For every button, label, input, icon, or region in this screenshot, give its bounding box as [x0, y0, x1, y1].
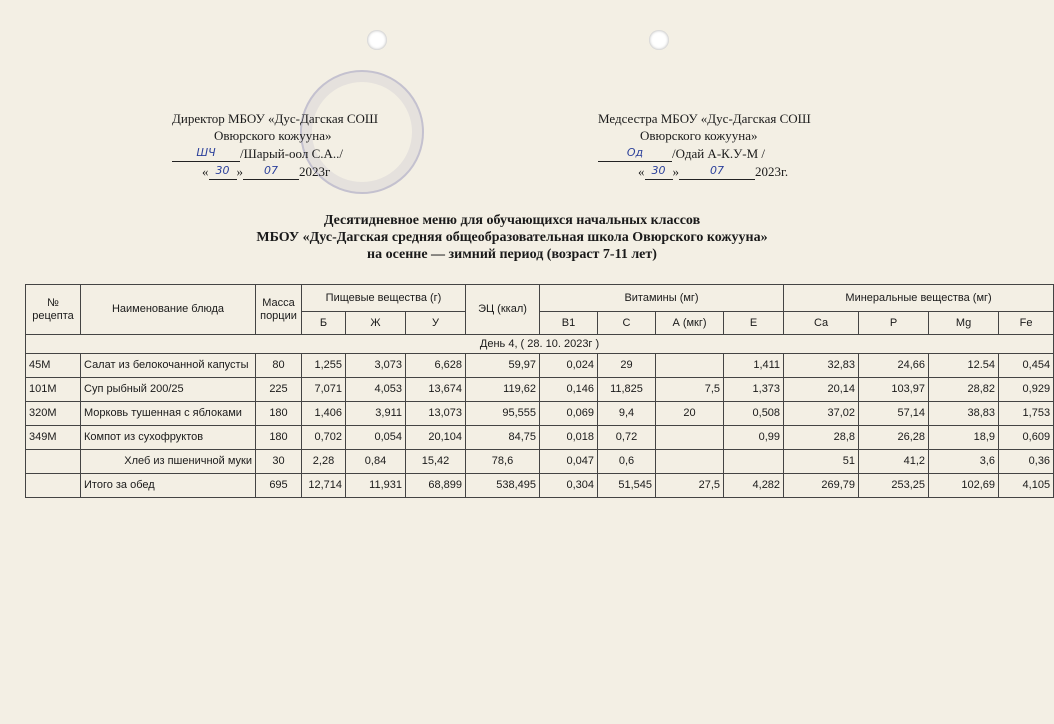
nurse-date-month: 07 [679, 162, 755, 180]
cell-recipe: 45М [26, 354, 81, 378]
cell-ec: 84,75 [466, 426, 540, 450]
nurse-date-year: 2023г. [755, 164, 789, 179]
cell-u: 15,42 [406, 450, 466, 474]
director-org: Овюрского кожууна» [214, 128, 332, 143]
cell-recipe: 101М [26, 378, 81, 402]
cell-e: 1,373 [724, 378, 784, 402]
header-fat: Ж [346, 312, 406, 335]
cell-mass: 180 [256, 426, 302, 450]
cell-a [656, 426, 724, 450]
table-row [26, 450, 1054, 474]
cell-u: 13,073 [406, 402, 466, 426]
cell-zh: 0,054 [346, 426, 406, 450]
cell-fe: 0,36 [999, 450, 1054, 474]
nurse-signature: Од [598, 144, 672, 162]
cell-zh: 0,84 [346, 450, 406, 474]
cell-mg: 3,6 [929, 450, 999, 474]
header-p: Р [859, 312, 929, 335]
cell-u: 68,899 [406, 474, 466, 498]
cell-ca: 20,14 [784, 378, 859, 402]
cell-b1: 0,069 [540, 402, 598, 426]
table-row [26, 426, 1054, 450]
header-carbs: У [406, 312, 466, 335]
nurse-name: Одай А-К.У-М / [675, 146, 766, 161]
cell-u: 6,628 [406, 354, 466, 378]
menu-table [25, 284, 1054, 498]
cell-ca: 28,8 [784, 426, 859, 450]
nurse-signature-line: Од /Одай А-К.У-М / [598, 144, 878, 162]
director-date-month: 07 [243, 162, 299, 180]
cell-e: 0,508 [724, 402, 784, 426]
nurse-title: Медсестра МБОУ «Дус-Дагская СОШ [598, 111, 811, 126]
cell-c: 51,545 [598, 474, 656, 498]
cell-mass: 225 [256, 378, 302, 402]
header-minerals: Минеральные вещества (мг) [784, 285, 1054, 312]
cell-c: 0,72 [598, 426, 656, 450]
cell-name: Морковь тушенная с яблоками [81, 402, 256, 426]
cell-b: 12,714 [302, 474, 346, 498]
cell-mg: 28,82 [929, 378, 999, 402]
header-vitamins: Витамины (мг) [540, 285, 784, 312]
cell-p: 24,66 [859, 354, 929, 378]
table-row [26, 354, 1054, 378]
cell-mass: 180 [256, 402, 302, 426]
cell-fe: 4,105 [999, 474, 1054, 498]
cell-b1: 0,018 [540, 426, 598, 450]
cell-a [656, 450, 724, 474]
director-name: Шарый-оол С.А../ [243, 146, 344, 161]
cell-fe: 1,753 [999, 402, 1054, 426]
cell-a: 7,5 [656, 378, 724, 402]
cell-a: 20 [656, 402, 724, 426]
title-line-2: МБОУ «Дус-Дагская средняя общеобразовательная школа Овюрского кожууна» [256, 230, 768, 245]
table-row [26, 402, 1054, 426]
cell-b1: 0,024 [540, 354, 598, 378]
header-recipe: № рецепта [26, 285, 81, 335]
cell-ca: 37,02 [784, 402, 859, 426]
day-heading: День 4, ( 28. 10. 2023г ) [26, 335, 1054, 354]
cell-mass: 80 [256, 354, 302, 378]
cell-zh: 11,931 [346, 474, 406, 498]
cell-e [724, 450, 784, 474]
cell-name: Суп рыбный 200/25 [81, 378, 256, 402]
cell-ec: 59,97 [466, 354, 540, 378]
cell-mg: 12.54 [929, 354, 999, 378]
cell-e: 0,99 [724, 426, 784, 450]
cell-name: Хлеб из пшеничной муки [81, 450, 256, 474]
cell-c: 9,4 [598, 402, 656, 426]
cell-b: 1,406 [302, 402, 346, 426]
cell-c: 29 [598, 354, 656, 378]
cell-ec: 119,62 [466, 378, 540, 402]
cell-ca: 32,83 [784, 354, 859, 378]
cell-recipe [26, 474, 81, 498]
header-c: С [598, 312, 656, 335]
header-protein: Б [302, 312, 346, 335]
nurse-org: Овюрского кожууна» [640, 128, 758, 143]
cell-mass: 695 [256, 474, 302, 498]
cell-p: 26,28 [859, 426, 929, 450]
table-row [26, 378, 1054, 402]
cell-p: 57,14 [859, 402, 929, 426]
cell-a [656, 354, 724, 378]
header-b1: В1 [540, 312, 598, 335]
document-title [0, 212, 1024, 263]
cell-recipe: 320М [26, 402, 81, 426]
header-nutrients: Пищевые вещества (г) [302, 285, 466, 312]
cell-zh: 4,053 [346, 378, 406, 402]
title-line-3: на осенне — зимний период (возраст 7-11 лет) [367, 247, 657, 262]
cell-recipe [26, 450, 81, 474]
cell-b1: 0,146 [540, 378, 598, 402]
cell-name: Салат из белокочанной капусты [81, 354, 256, 378]
director-date: « 30 » 07 2023г [202, 164, 331, 179]
cell-mass: 30 [256, 450, 302, 474]
cell-mg: 18,9 [929, 426, 999, 450]
nurse-approval [598, 110, 878, 180]
cell-u: 13,674 [406, 378, 466, 402]
cell-mg: 38,83 [929, 402, 999, 426]
header-mg: Mg [929, 312, 999, 335]
header-name: Наименование блюда [81, 285, 256, 335]
cell-fe: 0,454 [999, 354, 1054, 378]
cell-recipe: 349М [26, 426, 81, 450]
cell-ca: 269,79 [784, 474, 859, 498]
cell-fe: 0,929 [999, 378, 1054, 402]
cell-mg: 102,69 [929, 474, 999, 498]
cell-name: Компот из сухофруктов [81, 426, 256, 450]
cell-name: Итого за обед [81, 474, 256, 498]
header-mass: Масса порции [256, 285, 302, 335]
cell-b: 1,255 [302, 354, 346, 378]
header-ca: Са [784, 312, 859, 335]
punch-hole-right [649, 30, 669, 50]
cell-u: 20,104 [406, 426, 466, 450]
cell-fe: 0,609 [999, 426, 1054, 450]
cell-p: 103,97 [859, 378, 929, 402]
nurse-date-day: 30 [645, 162, 673, 180]
cell-ec: 95,555 [466, 402, 540, 426]
cell-e: 1,411 [724, 354, 784, 378]
cell-p: 253,25 [859, 474, 929, 498]
nurse-date: « 30 » 07 2023г. [638, 164, 789, 179]
header-e: Е [724, 312, 784, 335]
director-approval [172, 110, 432, 180]
cell-zh: 3,073 [346, 354, 406, 378]
header-a: А (мкг) [656, 312, 724, 335]
header-fe: Fe [999, 312, 1054, 335]
cell-ca: 51 [784, 450, 859, 474]
cell-e: 4,282 [724, 474, 784, 498]
cell-ec: 538,495 [466, 474, 540, 498]
cell-b: 0,702 [302, 426, 346, 450]
director-signature-line: ШЧ /Шарый-оол С.А../ [172, 144, 432, 162]
director-title: Директор МБОУ «Дус-Дагская СОШ [172, 111, 379, 126]
header-energy: ЭЦ (ккал) [466, 285, 540, 335]
director-date-day: 30 [209, 162, 237, 180]
table-row-total [26, 474, 1054, 498]
cell-b: 7,071 [302, 378, 346, 402]
title-line-1: Десятидневное меню для обучающихся начальных классов [323, 213, 701, 228]
cell-b: 2,28 [302, 450, 346, 474]
cell-b1: 0,304 [540, 474, 598, 498]
cell-c: 11,825 [598, 378, 656, 402]
punch-hole-left [367, 30, 387, 50]
cell-zh: 3,911 [346, 402, 406, 426]
cell-p: 41,2 [859, 450, 929, 474]
cell-b1: 0,047 [540, 450, 598, 474]
director-signature: ШЧ [172, 144, 240, 162]
director-date-year: 2023г [299, 164, 331, 179]
cell-c: 0,6 [598, 450, 656, 474]
cell-a: 27,5 [656, 474, 724, 498]
cell-ec: 78,6 [466, 450, 540, 474]
